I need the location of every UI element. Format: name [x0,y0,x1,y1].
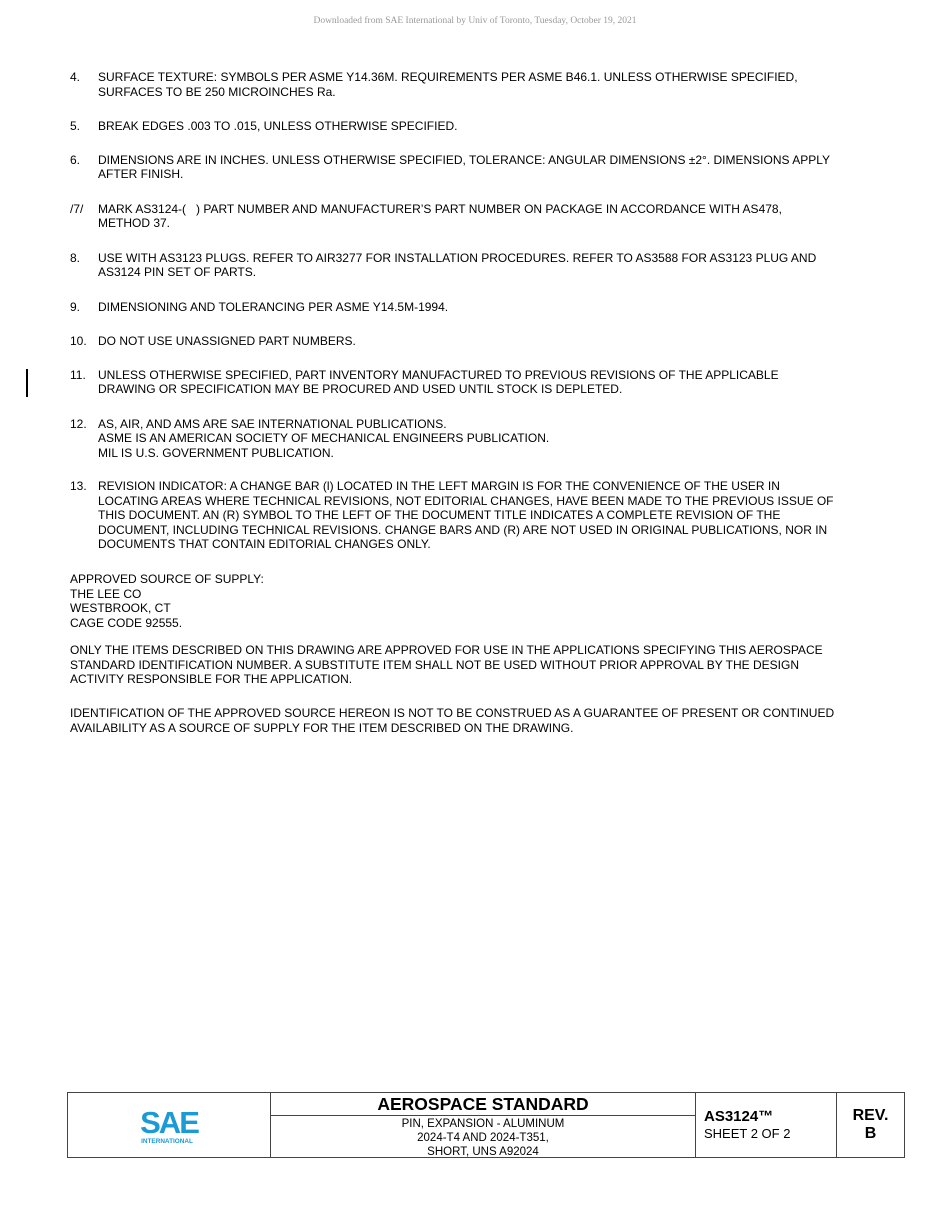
note-number: 5. [70,119,81,133]
note-number: 8. [70,250,81,265]
sae-logo-text: SAE [140,1105,198,1140]
note-10 [70,334,870,349]
note-text [98,119,870,134]
description-line: SHORT, UNS A92024 [427,1146,539,1158]
revision-value: B [864,1125,877,1142]
note-text [98,368,870,397]
document-title-cell [271,1093,696,1157]
note-line: AS3124 PIN SET OF PARTS. [98,265,257,279]
note-line: SURFACES TO BE 250 MICROINCHES Ra. [98,84,336,99]
note-line: UNLESS OTHERWISE SPECIFIED, PART INVENTORY MANUFACTURED TO PREVIOUS REVISIONS OF THE APPLICABLE [98,367,779,382]
sae-logo-subtext: INTERNATIONAL [141,1138,193,1145]
paragraph-line: AVAILABILITY AS A SOURCE OF SUPPLY FOR THE ITEM DESCRIBED ON THE DRAWING. [70,720,574,735]
revision-label: REV. [852,1107,889,1124]
approval-paragraph [70,643,875,687]
note-number: 6. [70,152,81,167]
note-line: AS, AIR, AND AMS ARE SAE INTERNATIONAL PUBLICATIONS. [98,416,447,431]
note-line: USE WITH AS3123 PLUGS. REFER TO AIR3277 FOR INSTALLATION PROCEDURES. REFER TO AS3588 FOR AS3123 PLUG AND [98,250,817,265]
note-line: SURFACE TEXTURE: SYMBOLS PER ASME Y14.36M. REQUIREMENTS PER ASME B46.1. UNLESS OTHERWISE SPECIFIED, [98,70,798,84]
standard-heading: AEROSPACE STANDARD [271,1093,695,1116]
note-text [98,417,870,461]
note-line: AFTER FINISH. [98,167,184,181]
note-line: REVISION INDICATOR: A CHANGE BAR (l) LOCATED IN THE LEFT MARGIN IS FOR THE CONVENIENCE OF THE USER IN [98,479,780,493]
description-line: 2024-T4 AND 2024-T351, [417,1132,549,1144]
supply-line: CAGE CODE 92555. [70,615,183,630]
supply-line: WESTBROOK, CT [70,601,171,615]
note-line: THIS DOCUMENT. AN (R) SYMBOL TO THE LEFT OF THE DOCUMENT TITLE INDICATES A COMPLETE REVISION OF THE [98,508,781,522]
part-description [271,1116,695,1159]
paragraph-line: ACTIVITY RESPONSIBLE FOR THE APPLICATION. [70,672,353,686]
sheet-number: SHEET 2 OF 2 [704,1126,791,1141]
note-8 [70,251,870,280]
note-text [98,251,870,280]
note-line: DO NOT USE UNASSIGNED PART NUMBERS. [98,334,356,348]
note-number: 4. [70,70,81,84]
note-line: METHOD 37. [98,216,171,230]
download-watermark: Downloaded from SAE International by Univ of Toronto, Tuesday, October 19, 2021 [313,16,637,26]
sae-logo [68,1093,271,1157]
approved-source-block [70,572,875,630]
note-number: /7/ [70,201,84,216]
note-text [98,300,870,315]
note-number: 10. [70,334,87,348]
note-5 [70,119,870,134]
note-line: LOCATING AREAS WHERE TECHNICAL REVISIONS, NOT EDITORIAL CHANGES, HAVE BEEN MADE TO THE PREVIOUS ISSUE OF [98,493,834,508]
revision-cell [837,1093,904,1157]
note-line: DIMENSIONS ARE IN INCHES. UNLESS OTHERWISE SPECIFIED, TOLERANCE: ANGULAR DIMENSIONS ±2°. DIMENSIONS APPLY [98,152,830,167]
note-line: ASME IS AN AMERICAN SOCIETY OF MECHANICAL ENGINEERS PUBLICATION. [98,431,550,445]
sae-logo-icon [134,1103,204,1147]
note-number: 11. [70,367,86,382]
note-4 [70,70,870,99]
note-text [98,202,870,231]
note-11 [70,368,870,397]
identification-paragraph [70,706,875,735]
note-number: 12. [70,416,87,431]
document-number: AS3124™ [704,1108,774,1125]
note-9 [70,300,870,315]
description-line: PIN, EXPANSION - ALUMINUM [401,1118,565,1130]
revision-change-bar [26,369,28,397]
note-line: DOCUMENTS THAT CONTAIN EDITORIAL CHANGES ONLY. [98,537,431,551]
note-line: DOCUMENT, INCLUDING TECHNICAL REVISIONS. CHANGE BARS AND (R) ARE NOT USED IN ORIGINAL PUBLICATIONS, NOR IN [98,522,828,537]
note-line: DRAWING OR SPECIFICATION MAY BE PROCURED AND USED UNTIL STOCK IS DEPLETED. [98,382,623,396]
note-line: BREAK EDGES .003 TO .015, UNLESS OTHERWISE SPECIFIED. [98,119,458,133]
paragraph-line: ONLY THE ITEMS DESCRIBED ON THIS DRAWING ARE APPROVED FOR USE IN THE APPLICATIONS SPECIFYING THIS AEROSPACE [70,643,823,657]
title-block [67,1092,905,1158]
note-text [98,479,870,552]
note-number: 9. [70,299,81,314]
notes-list [70,70,870,552]
note-text [98,153,870,182]
note-12 [70,417,870,461]
document-number-cell [696,1093,837,1157]
note-6 [70,153,870,182]
note-number: 13. [70,479,87,493]
note-text [98,70,870,99]
note-line: MIL IS U.S. GOVERNMENT PUBLICATION. [98,445,334,460]
note-line: MARK AS3124-( ) PART NUMBER AND MANUFACTURER’S PART NUMBER ON PACKAGE IN ACCORDANCE WITH AS478, [98,201,782,216]
supply-line: APPROVED SOURCE OF SUPPLY: [70,572,264,586]
note-line: DIMENSIONING AND TOLERANCING PER ASME Y14.5M-1994. [98,299,449,314]
paragraph-line: STANDARD IDENTIFICATION NUMBER. A SUBSTITUTE ITEM SHALL NOT BE USED WITHOUT PRIOR APPROVAL BY THE DESIGN [70,657,800,672]
note-13 [70,479,870,552]
note-text [98,334,870,349]
paragraph-line: IDENTIFICATION OF THE APPROVED SOURCE HEREON IS NOT TO BE CONSTRUED AS A GUARANTEE OF PRESENT OR CONTINUED [70,706,835,720]
supply-line: THE LEE CO [70,586,142,601]
note-7 [70,202,870,231]
